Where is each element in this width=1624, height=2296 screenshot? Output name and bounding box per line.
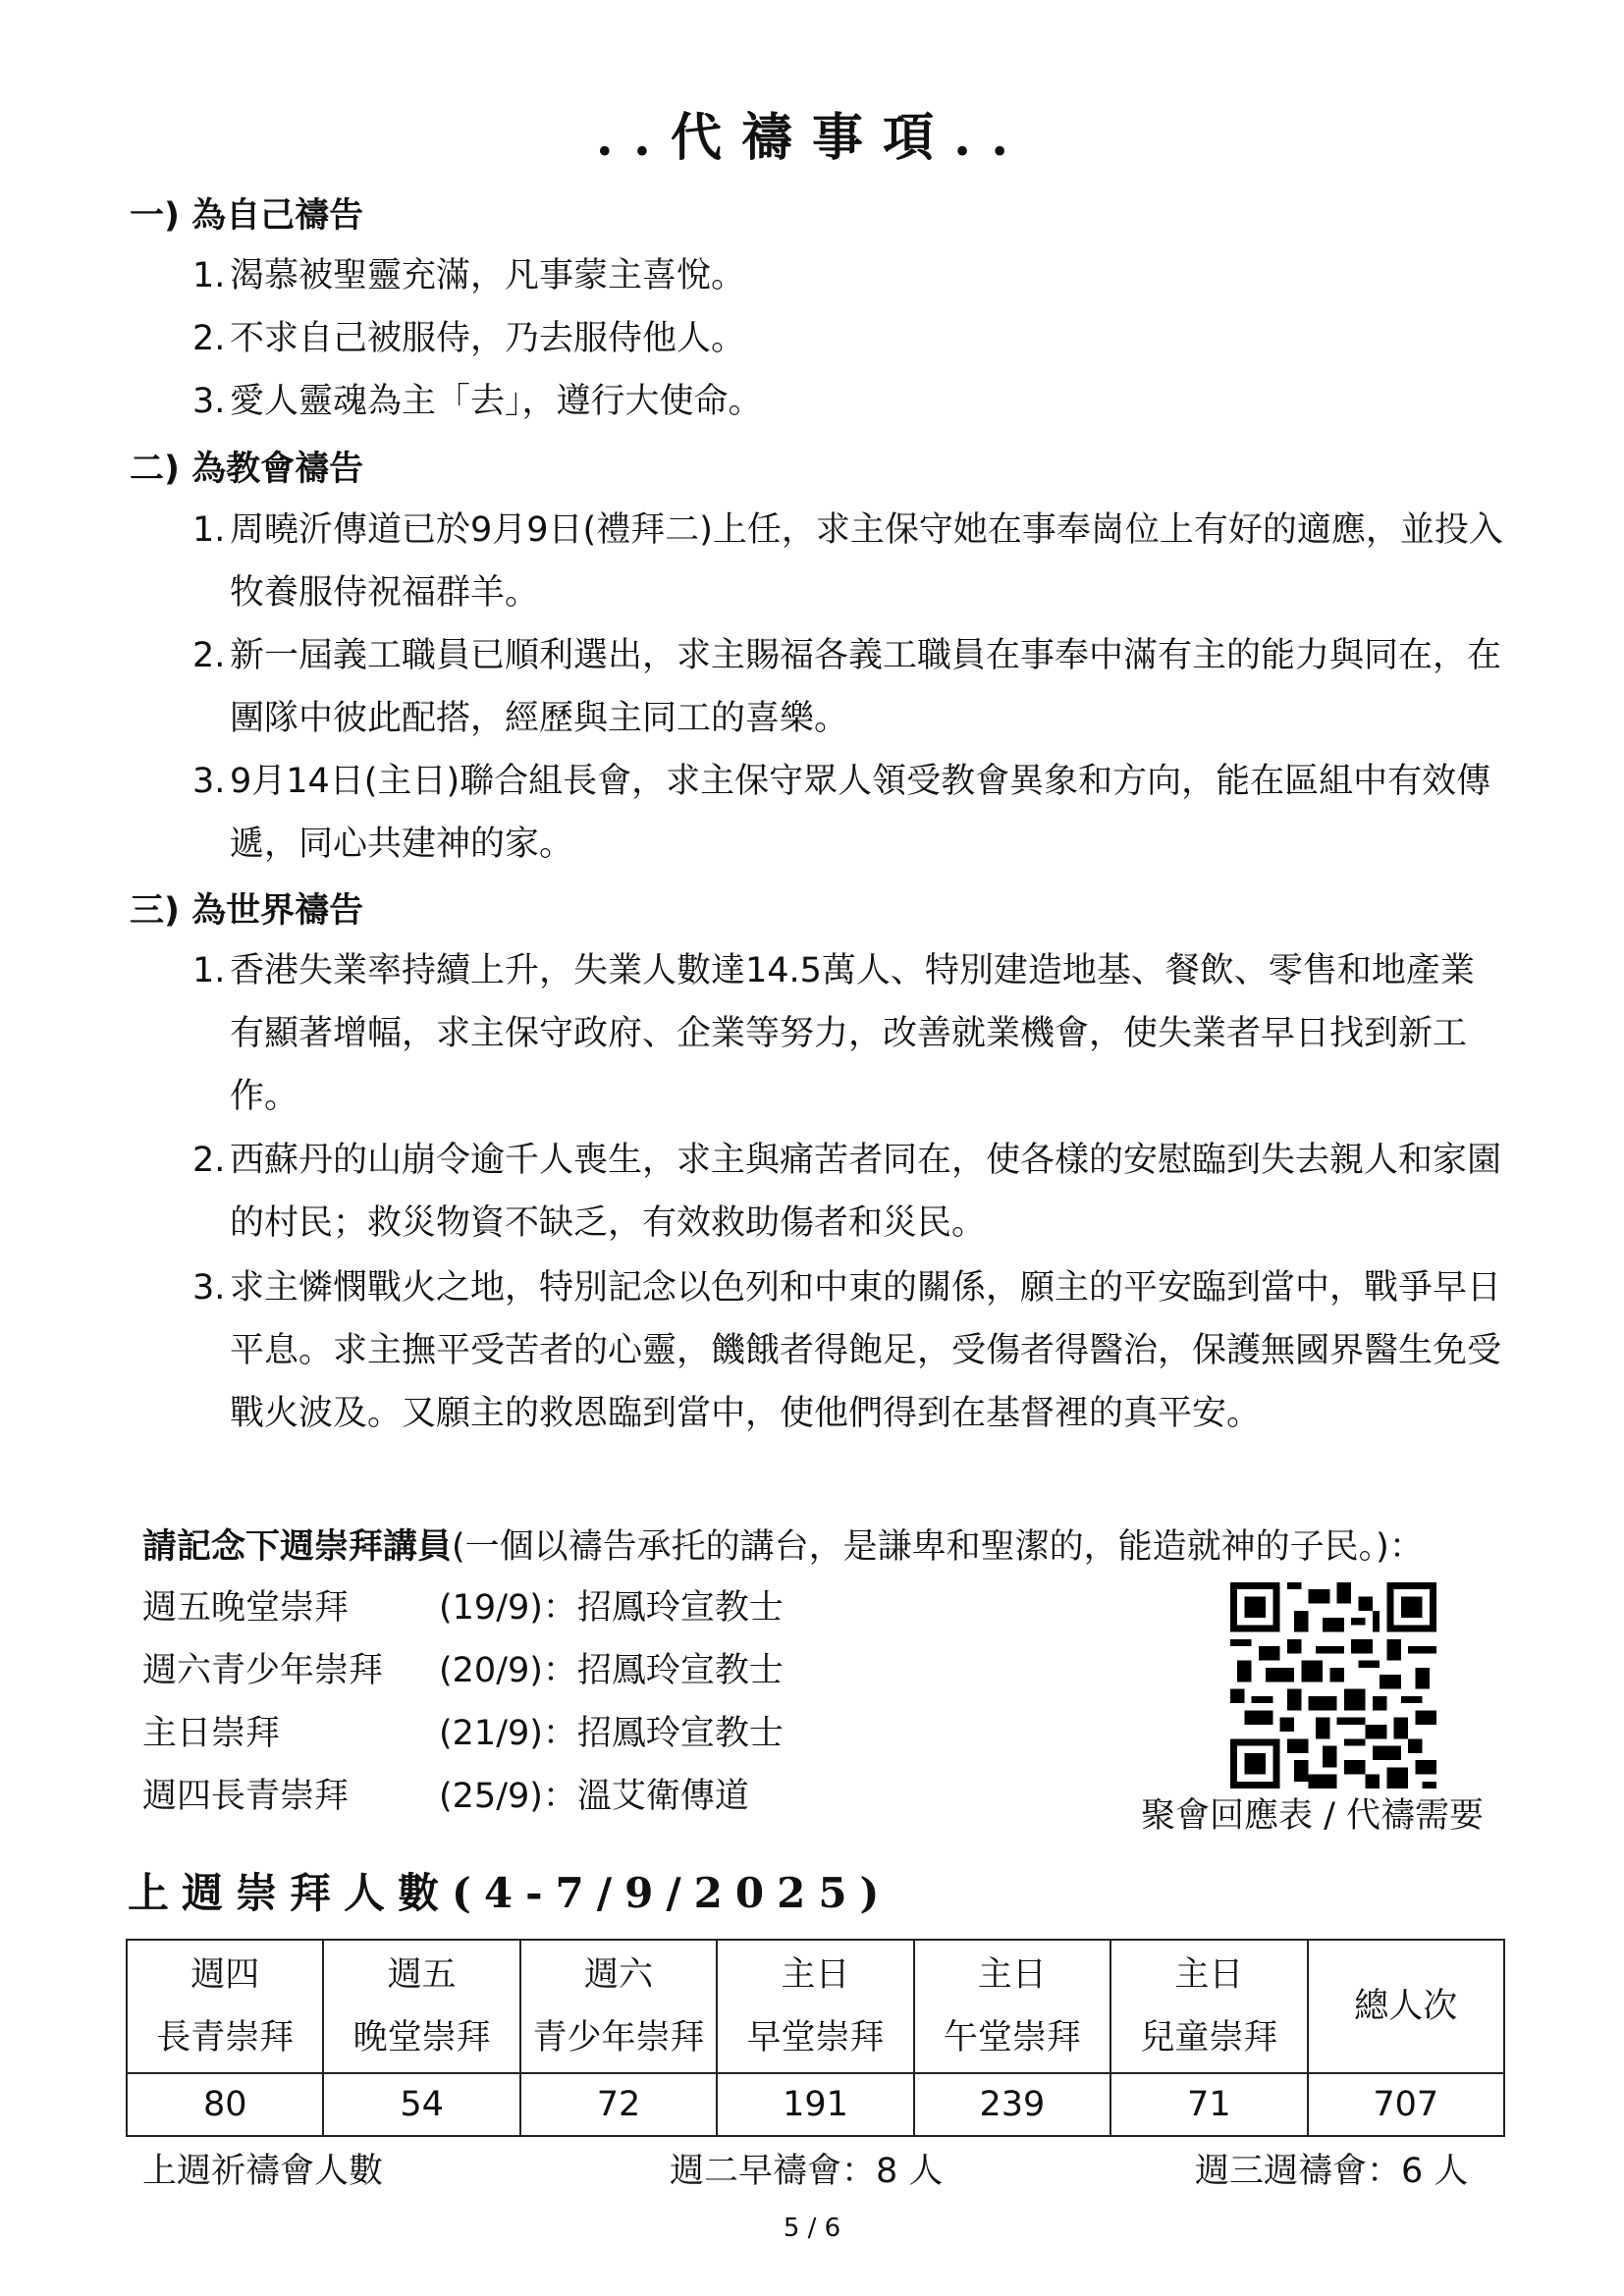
prayer-item: [192, 750, 1508, 876]
item-text: 西蘇丹的山崩令逾千人喪生，求主與痛苦者同在，使各樣的安慰臨到失去親人和家園的村民；救災物資不缺乏，有效救助傷者和災民。: [230, 1141, 1502, 1243]
attendance-count: 54: [323, 2073, 519, 2136]
item-text: 渴慕被聖靈充滿，凡事蒙主喜悅。: [230, 256, 746, 295]
qr-caption: 聚會回應表 / 代禱需要: [1141, 1796, 1485, 1836]
item-number: 2.: [192, 319, 226, 358]
service-name: 週六青少年崇拜: [142, 1651, 384, 1690]
attendance-count: 191: [717, 2073, 913, 2136]
service-date: (20/9): [439, 1651, 543, 1690]
item-text: 9月14日(主日)聯合組長會，求主保守眾人領受教會異象和方向，能在區組中有效傳遞，同心共建神的家。: [230, 762, 1491, 864]
item-number: 1.: [192, 951, 226, 990]
column-header: 主日 早堂崇拜: [717, 1940, 913, 2073]
section-heading-church: 二) 為教會禱告: [130, 450, 364, 489]
prayer-meeting-tuesday: 週二早禱會：8 人: [670, 2152, 944, 2191]
page-title: ..代禱事項..: [595, 108, 1029, 168]
attendance-values-row: [127, 2073, 1504, 2136]
attendance-header-row: [127, 1940, 1504, 2073]
service-speaker: ：招鳳玲宣教士: [542, 1651, 784, 1690]
item-text: 新一屆義工職員已順利選出，求主賜福各義工職員在事奉中滿有主的能力與同在，在團隊中彼此配搭，經歷與主同工的喜樂。: [230, 636, 1502, 738]
schedule-row: [142, 1643, 784, 1692]
attendance-count: 71: [1110, 2073, 1307, 2136]
prayer-item: [192, 1256, 1508, 1445]
column-header: 週六 青少年崇拜: [520, 1940, 717, 2073]
total-header: 總人次: [1308, 1940, 1504, 2073]
service-speaker: ：溫艾衛傳道: [542, 1777, 749, 1816]
schedule-row: [142, 1769, 749, 1818]
service-date: (19/9): [439, 1588, 543, 1628]
prayer-item: [192, 939, 1508, 1128]
item-text: 愛人靈魂為主「去」，遵行大使命。: [230, 382, 763, 421]
attendance-count: 239: [914, 2073, 1110, 2136]
schedule-row: [142, 1580, 784, 1629]
item-number: 1.: [192, 510, 226, 550]
prayer-item: [192, 1129, 1508, 1255]
item-number: 3.: [192, 762, 226, 801]
attendance-heading: 上週崇拜人數(4-7/9/2025): [128, 1869, 893, 1917]
attendance-table: [126, 1939, 1505, 2137]
item-number: 2.: [192, 636, 226, 675]
service-name: 週五晚堂崇拜: [142, 1588, 350, 1628]
item-number: 1.: [192, 256, 226, 295]
item-number: 2.: [192, 1141, 226, 1180]
service-date: (25/9): [439, 1777, 543, 1816]
column-header: 主日 兒童崇拜: [1110, 1940, 1307, 2073]
item-text: 香港失業率持續上升，失業人數達14.5萬人、特別建造地基、餐飲、零售和地產業有顯著增幅，求主保守政府、企業等努力，改善就業機會，使失業者早日找到新工作。: [230, 951, 1475, 1116]
column-header: 主日 午堂崇拜: [914, 1940, 1110, 2073]
prayer-item: [192, 244, 1508, 307]
item-text: 求主憐憫戰火之地，特別記念以色列和中東的關係，願主的平安臨到當中，戰爭早日平息。求主撫平受苦者的心靈，饑餓者得飽足，受傷者得醫治，保護無國界醫生免受戰火波及。又願主的救恩臨到當中，使他們得到在基督裡的真平安。: [230, 1268, 1502, 1433]
service-speaker: ：招鳳玲宣教士: [542, 1588, 784, 1628]
service-name: 週四長青崇拜: [142, 1777, 350, 1816]
prayer-item: [192, 624, 1508, 750]
item-text: 不求自己被服侍，乃去服侍他人。: [230, 319, 746, 358]
prayer-item: [192, 370, 1508, 433]
prayer-meeting-label: 上週祈禱會人數: [142, 2152, 384, 2191]
attendance-total: 707: [1308, 2073, 1504, 2136]
item-text: 周曉沂傳道已於9月9日(禮拜二)上任，求主保守她在事奉崗位上有好的適應，並投入牧養服侍祝福群羊。: [230, 510, 1503, 613]
section-heading-world: 三) 為世界禱告: [130, 891, 364, 931]
service-name: 主日崇拜: [142, 1714, 281, 1753]
prayer-meeting-wednesday: 週三週禱會：6 人: [1195, 2152, 1469, 2191]
preachers-heading: [142, 1520, 1424, 1569]
prayer-item: [192, 307, 1508, 370]
qr-code-icon[interactable]: [1230, 1582, 1436, 1789]
page-number: 5 / 6: [783, 2214, 841, 2243]
attendance-count: 80: [127, 2073, 323, 2136]
item-number: 3.: [192, 1268, 226, 1308]
item-number: 3.: [192, 382, 226, 421]
service-date: (21/9): [439, 1714, 543, 1753]
prayer-item: [192, 499, 1508, 624]
section-heading-self: 一) 為自己禱告: [130, 196, 364, 236]
preachers-heading-note: (一個以禱告承托的講台，是謙卑和聖潔的，能造就神的子民。)：: [452, 1527, 1424, 1567]
attendance-count: 72: [520, 2073, 717, 2136]
column-header: 週五 晚堂崇拜: [323, 1940, 519, 2073]
preachers-heading-bold: 請記念下週崇拜講員: [142, 1527, 453, 1567]
column-header: 週四 長青崇拜: [127, 1940, 323, 2073]
schedule-row: [142, 1706, 784, 1755]
service-speaker: ：招鳳玲宣教士: [542, 1714, 784, 1753]
